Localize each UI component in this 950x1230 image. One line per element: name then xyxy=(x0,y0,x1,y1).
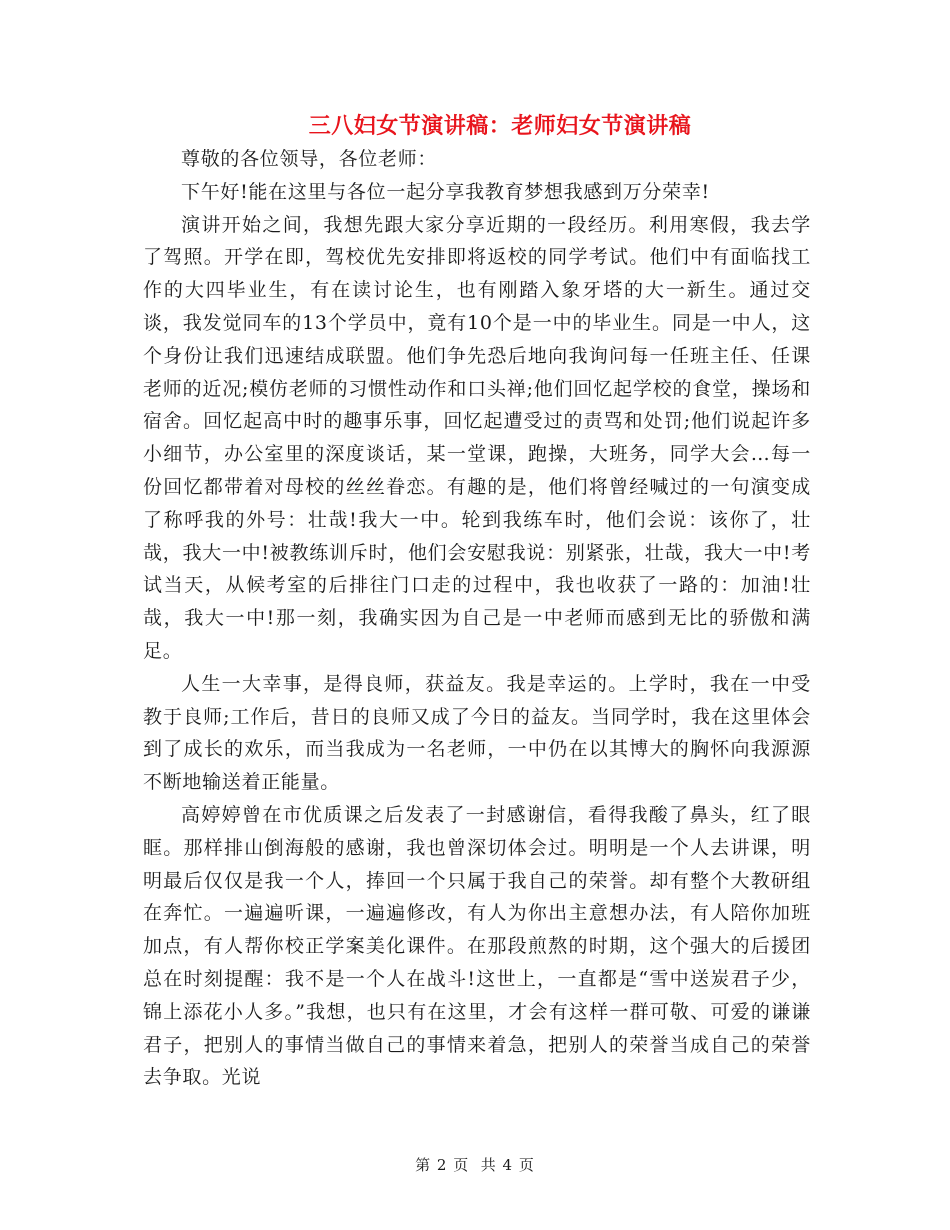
paragraph-opening: 下午好!能在这里与各位一起分享我教育梦想我感到万分荣幸! xyxy=(181,180,710,203)
footer-prefix: 第 xyxy=(415,1156,432,1174)
footer-middle: 页 共 xyxy=(453,1156,497,1174)
paragraph-good-teachers: 人生一大幸事，是得良师，获益友。我是幸运的。上学时，我在一中受教于良师;工作后，昔日的良师又成了今日的益友。当同学时，我在这里体会到了成长的欢乐，而当我成为一名老师，一中仍在以其博大的胸怀向我源源不断地输送着正能量。 xyxy=(143,672,811,794)
paragraph-thank-you-letter: 高婷婷曾在市优质课之后发表了一封感谢信，看得我酸了鼻头，红了眼眶。那样排山倒海般的感谢，我也曾深切体会过。明明是一个人去讲课，明明最后仅仅是我一个人，捧回一个只属于我自己的荣誉。却有整个大教研组在奔忙。一遍遍听课，一遍遍修改，有人为你出主意想办法，有人陪你加班加点，有人帮你校正学案美化课件。在那段煎熬的时期，这个强大的后援团总在时刻提醒：我不是一个人在战斗!这世上，一直都是“雪中送炭君子少，锦上添花小人多。”我想，也只有在这里，才会有这样一群可敬、可爱的谦谦君子，把别人的事情当做自己的事情来着急，把别人的荣誉当成自己的荣誉去争取。光说 xyxy=(143,803,811,1089)
footer-page-number: 2 xyxy=(436,1156,448,1174)
paragraph-greeting: 尊敬的各位领导，各位老师： xyxy=(181,148,438,170)
footer-suffix: 页 xyxy=(518,1156,535,1174)
page-footer xyxy=(0,1153,950,1177)
page-title: 三八妇女节演讲稿：老师妇女节演讲稿 xyxy=(308,113,692,139)
paragraph-driving-story: 演讲开始之间，我想先跟大家分享近期的一段经历。利用寒假，我去学了驾照。开学在即，驾校优先安排即将返校的同学考试。他们中有面临找工作的大四毕业生，有在读讨论生，也有刚踏入象牙塔的大一新生。通过交谈，我发觉同车的13个学员中，竟有10个是一中的毕业生。同是一中人，这个身份让我们迅速结成联盟。他们争先恐后地向我询问每一任班主任、任课老师的近况;模仿老师的习惯性动作和口头禅;他们回忆起学校的食堂，操场和宿舍。回忆起高中时的趣事乐事，回忆起遭受过的责骂和处罚;他们说起许多小细节，办公室里的深度谈话，某一堂课，跑操，大班务，同学大会…每一份回忆都带着对母校的丝丝眷恋。有趣的是，他们将曾经喊过的一句演变成了称呼我的外号：壮哉!我大一中。轮到我练车时，他们会说：该你了，壮哉，我大一中!被教练训斥时，他们会安慰我说：别紧张，壮哉，我大一中!考试当天，从候考室的后排往门口走的过程中，我也收获了一路的：加油!壮哉，我大一中!那一刻，我确实因为自己是一中老师而感到无比的骄傲和满足。 xyxy=(143,213,811,662)
document-body xyxy=(143,143,811,1094)
footer-total-pages: 4 xyxy=(502,1156,514,1174)
